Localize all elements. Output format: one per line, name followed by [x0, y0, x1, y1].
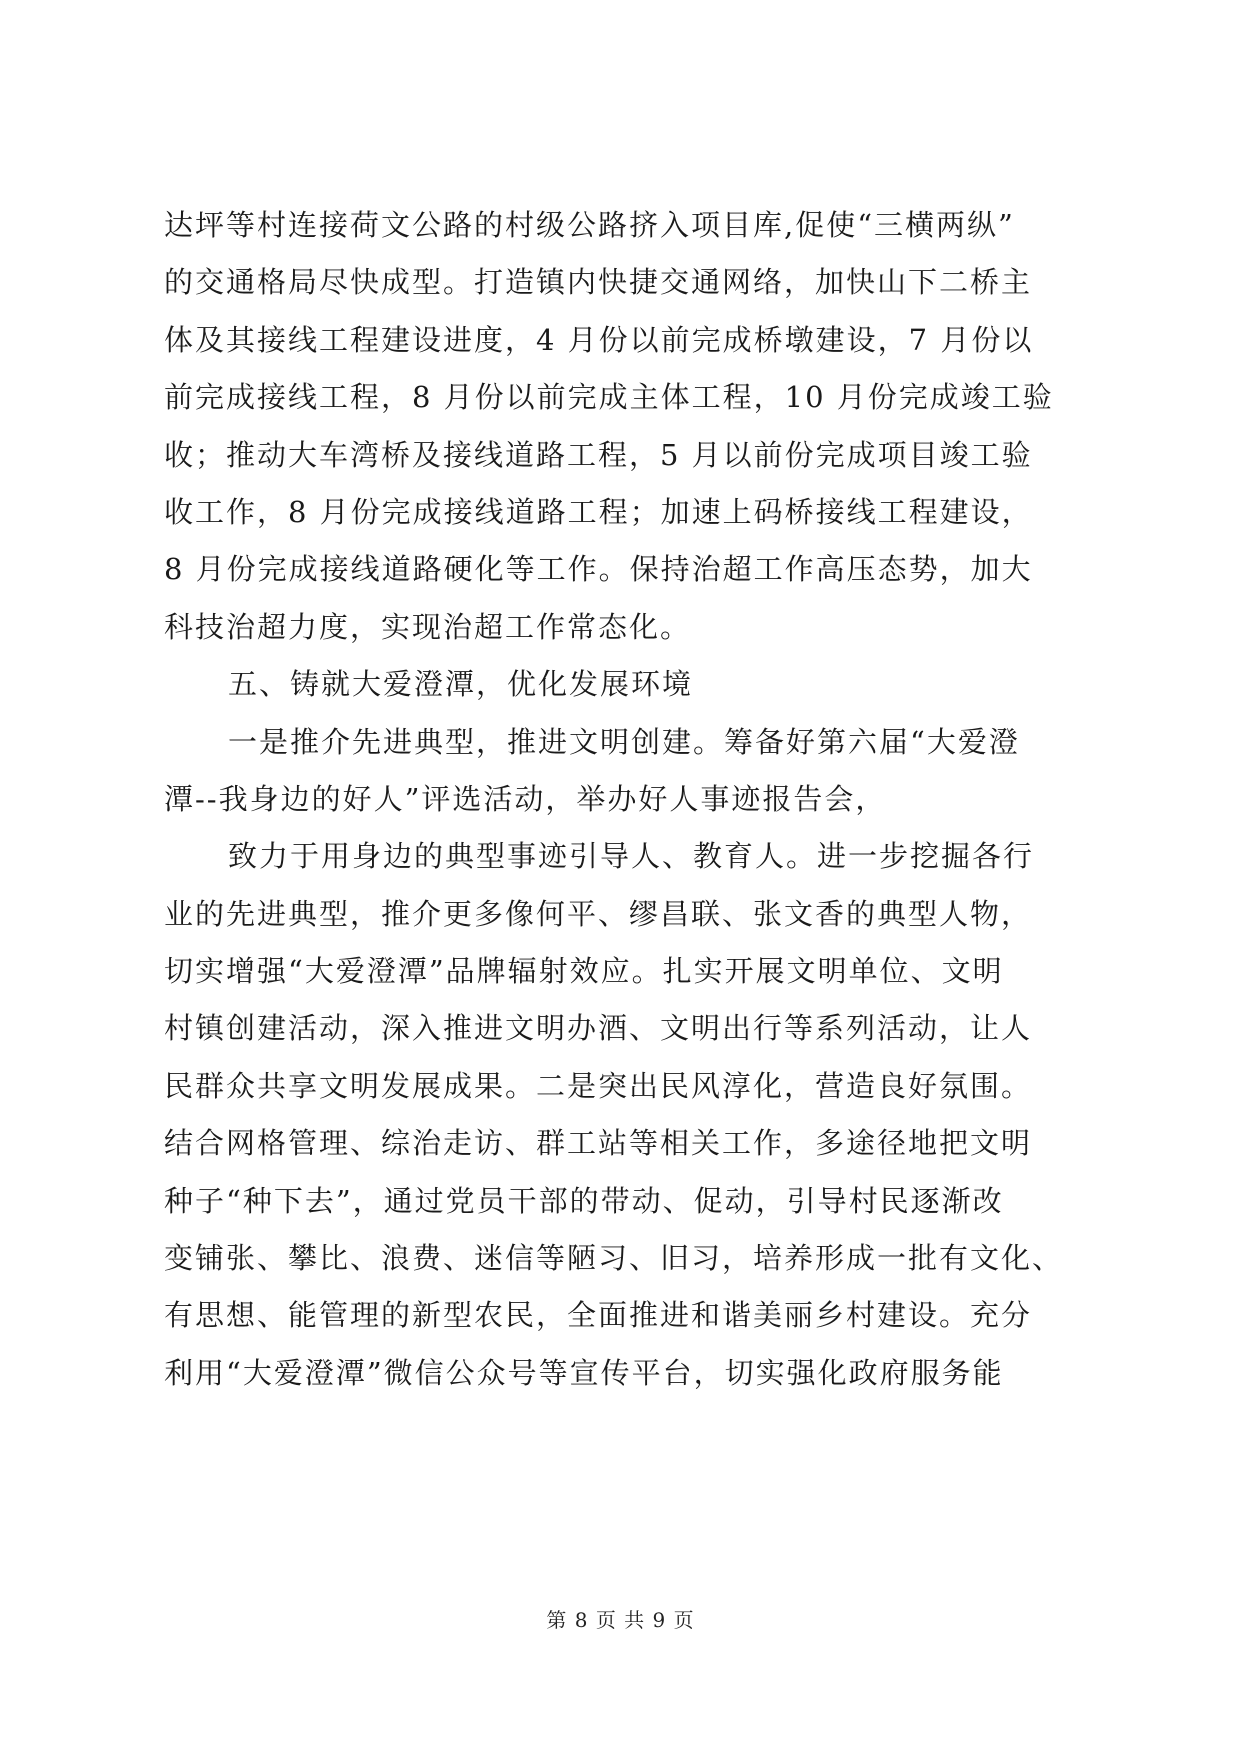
text-line: 有思想、能管理的新型农民，全面推进和谐美丽乡村建设。充分 — [164, 1298, 1033, 1333]
text-line: 业的先进典型，推介更多像何平、缪昌联、张文香的典型人物， — [164, 896, 1033, 931]
text-line: 切实增强“大爱澄潭”品牌辐射效应。扎实开展文明单位、文明 — [164, 954, 1004, 989]
text-line: 收；推动大车湾桥及接线道路工程，5 月以前份完成项目竣工验 — [164, 437, 1033, 472]
text-line: 潭--我身边的好人”评选活动，举办好人事迹报告会， — [164, 781, 887, 816]
text-line: 利用“大爱澄潭”微信公众号等宣传平台，切实强化政府服务能 — [164, 1355, 1004, 1390]
text-line: 种子“种下去”，通过党员干部的带动、促动，引导村民逐渐改 — [164, 1183, 1004, 1218]
text-line: 达坪等村连接荷文公路的村级公路挤入项目库,促使“三横两纵” — [164, 208, 1015, 242]
text-line: 变铺张、攀比、浪费、迷信等陋习、旧习，培养形成一批有文化、 — [164, 1241, 1064, 1276]
text-line: 民群众共享文明发展成果。二是突出民风淳化，营造良好氛围。 — [164, 1068, 1033, 1103]
text-line: 体及其接线工程建设进度，4 月份以前完成桥墩建设，7 月份以 — [164, 322, 1034, 357]
paragraph-first-line: 致力于用身边的典型事迹引导人、教育人。进一步挖掘各行 — [228, 839, 1035, 874]
text-line: 科技治超力度，实现治超工作常态化。 — [164, 609, 692, 644]
text-line: 前完成接线工程，8 月份以前完成主体工程，10 月份完成竣工验 — [164, 380, 1054, 415]
document-body — [164, 197, 1084, 1402]
text-line: 8 月份完成接线道路硬化等工作。保持治超工作高压态势，加大 — [164, 552, 1033, 587]
text-line: 村镇创建活动，深入推进文明办酒、文明出行等系列活动，让人 — [164, 1011, 1033, 1046]
text-line: 结合网格管理、综治走访、群工站等相关工作，多途径地把文明 — [164, 1126, 1033, 1161]
text-line: 收工作，8 月份完成接线道路工程；加速上码桥接线工程建设， — [164, 494, 1033, 529]
section-heading: 五、铸就大爱澄潭，优化发展环境 — [228, 667, 694, 702]
text-line: 的交通格局尽快成型。打造镇内快捷交通网络，加快山下二桥主 — [164, 265, 1033, 300]
paragraph-first-line: 一是推介先进典型，推进文明创建。筹备好第六届“大爱澄 — [228, 724, 1020, 759]
page-number-footer: 第 8 页 共 9 页 — [546, 1608, 695, 1632]
